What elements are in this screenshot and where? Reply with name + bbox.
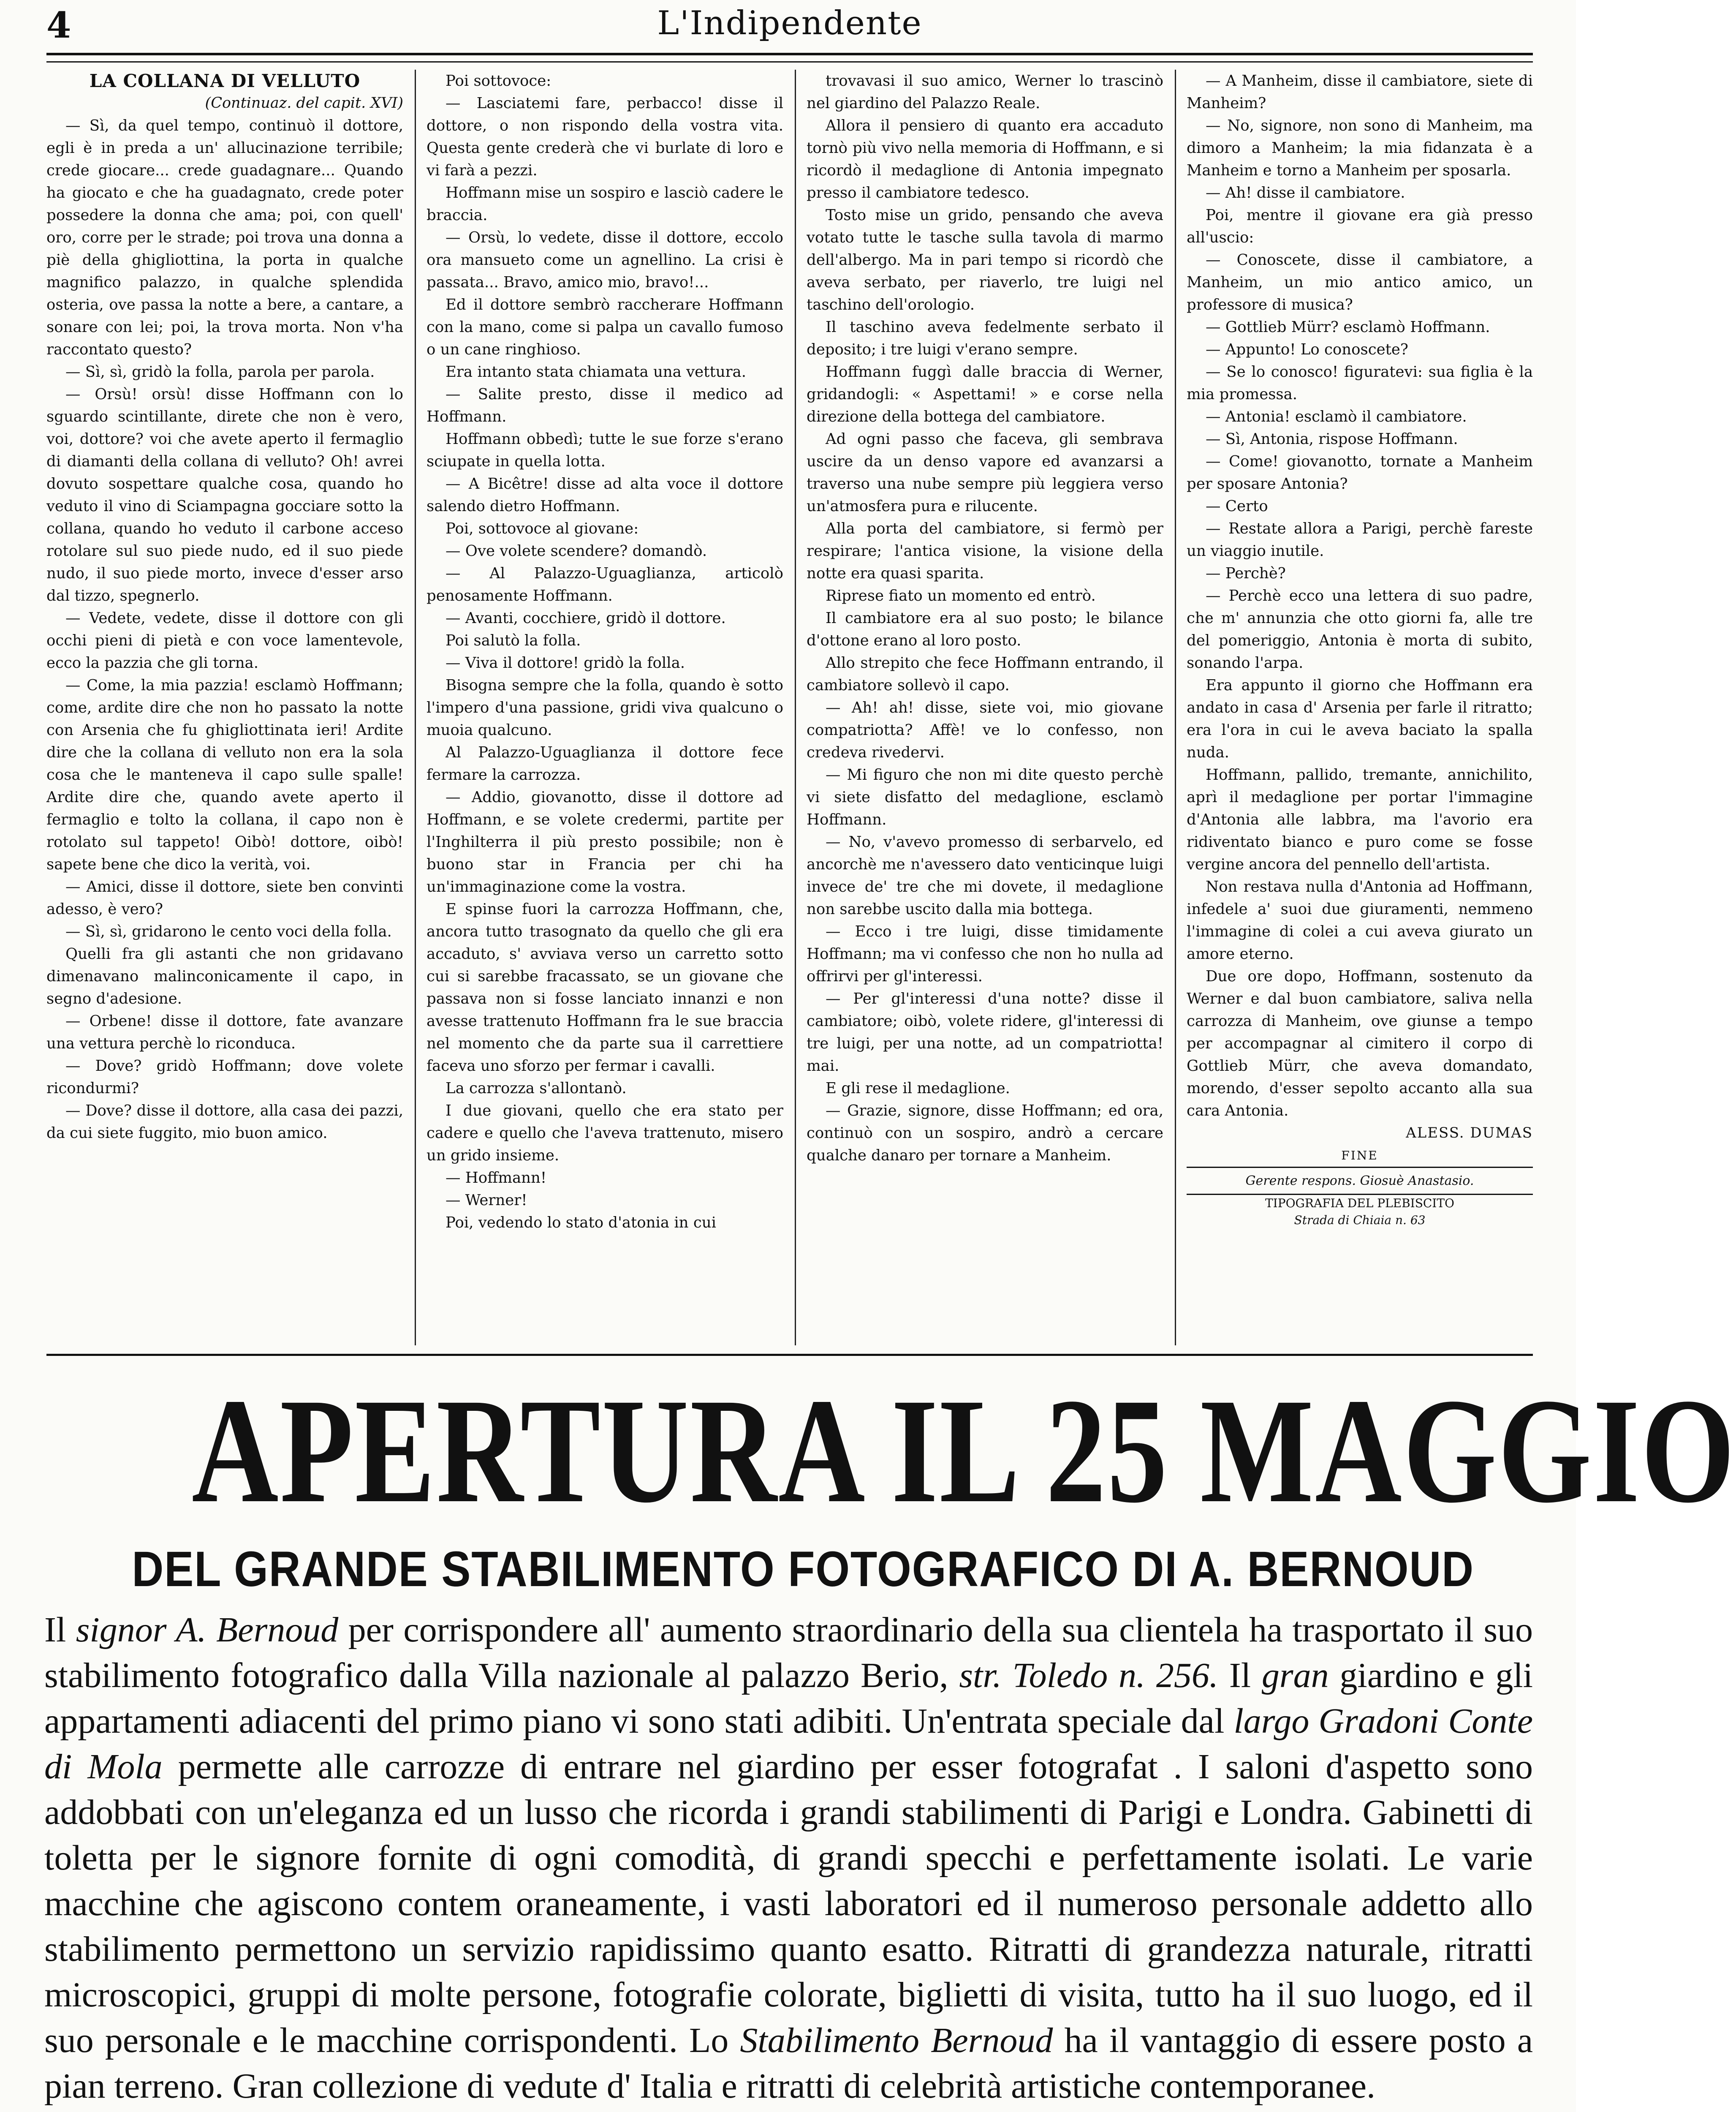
paragraph: — Hoffmann! [446,1169,547,1187]
paragraph: Hoffmann, pallido, tremante, annichilito, aprì il medaglione per portar l'immagine d'Antonia alle labbra, ma l'avorio era ridiventato bianco e puro come se fosse vergine ancora del pennello dell'artista. [1187,766,1533,873]
column-4 [1187,70,1533,1345]
paragraph: — Al Palazzo-Uguaglianza, articolò penosamente Hoffmann. [427,565,783,604]
ad-text-run: ha il vantaggio di essere posto a pian terreno. Gran collezione di vedute d' Italia e ritratti di celebrità artistiche contemporanee. [44,2021,1533,2106]
column-divider [415,70,416,1345]
ad-text-run: gran [1261,1656,1329,1695]
page-number: 4 [46,4,71,46]
paragraph: Il taschino aveva fedelmente serbato il deposito; i tre luigi v'erano sempre. [807,318,1163,358]
paragraph: Alla porta del cambiatore, si fermò per respirare; l'antica visione, la visione della notte era quasi sparita. [807,520,1163,582]
paragraph: Quelli fra gli astanti che non gridavano dimenavano malinconicamente il capo, in segno d'adesione. [46,945,403,1007]
ad-text-run: signor A. Bernoud [76,1610,339,1649]
paragraph: Hoffmann mise un sospiro e lasciò cadere le braccia. [427,184,783,224]
paragraph: Hoffmann obbedì; tutte le sue forze s'erano sciupate in quella lotta. [427,430,783,470]
paragraph: Hoffmann fuggì dalle braccia di Werner, gridandogli: « Aspettami! » e corse nella direzione della bottega del cambiatore. [807,363,1163,425]
paragraph: Allo strepito che fece Hoffmann entrando, il cambiatore sollevò il capo. [807,654,1163,694]
paragraph: E gli rese il medaglione. [826,1080,1010,1097]
paragraph: Poi, sottovoce al giovane: [446,520,639,537]
ad-text-run: giardino e gli appartamenti adiacenti del primo piano vi sono stati adibiti. Un'entrata speciale dal [44,1656,1533,1741]
ad-text-run: Il [44,1610,76,1649]
paragraph: — Se lo conosco! figuratevi: sua figlia è la mia promessa. [1187,363,1533,403]
section-rule [46,1354,1533,1356]
paragraph: — No, v'avevo promesso di serbarvelo, ed ancorchè me n'avessero dato venticinque luigi invece de' tre che mi dovete, il medaglione non sarebbe uscito dalla mia bottega. [807,833,1163,918]
paragraph: Poi sottovoce: [446,72,551,90]
paragraph: Due ore dopo, Hoffmann, sostenuto da Werner e dal buon cambiatore, saliva nella carrozza di Manheim, ove giunse a tempo per accompagnar al cimitero il corpo di Gottlieb Mürr, che aveva domandato, morendo, d'esser sepolto accanto alla sua cara Antonia. [1187,968,1533,1119]
paragraph: Riprese fiato un momento ed entrò. [826,587,1096,604]
column-2-text [427,70,783,1234]
paragraph: — Salite presto, disse il medico ad Hoffmann. [427,386,783,425]
paragraph: I due giovani, quello che era stato per cadere e quello che l'aveva trattenuto, misero un grido insieme. [427,1102,783,1164]
paragraph: — Perchè ecco una lettera di suo padre, che m' annunzia che otto giorni fa, alle tre del pomeriggio, Antonia è morta di subito, sonando l'arpa. [1187,587,1533,672]
paragraph: — Sì, Antonia, rispose Hoffmann. [1206,430,1458,448]
story-columns [46,70,1533,1345]
paragraph: Ad ogni passo che faceva, gli sembrava uscire da un denso vapore ed avanzarsi a traverso una nube sempre più leggiera verso un'atmosfera pura e rilucente. [807,430,1163,515]
paragraph: Poi, mentre il giovane era già presso all'uscio: [1187,207,1533,246]
paragraph: — Amici, disse il dottore, siete ben convinti adesso, è vero? [46,878,403,918]
ad-text-run: permette alle carrozze di entrare nel giardino per esser fotografat . I saloni d'aspetto sono addobbati con un'eleganza ed un lusso che ricorda i grandi stabilimenti di Parigi e Londra. Gabinetti di toletta per le signore fornite di ogni comodità, di grandi specchi e perfettamente isolati. Le varie macchine che agiscono contem oraneamente, i vasti laboratori ed il numeroso personale addetto allo stabilimento permettono un servizio rapidissimo quanto esatto. Ritratti di grandezza naturale, ritratti microscopici, gruppi di molte persone, fotografie colorate, biglietti di visita, tutto ha il suo luogo, ed il suo personale e le macchine corrispondenti. Lo [44,1747,1533,2060]
paragraph: Al Palazzo-Uguaglianza il dottore fece fermare la carrozza. [427,744,783,784]
printer-name: TIPOGRAFIA DEL PLEBISCITO [1265,1196,1454,1210]
paragraph: — Dove? gridò Hoffmann; dove volete ricondurmi? [46,1057,403,1097]
manager-text: Gerente respons. Giosuè Anastasio. [1245,1173,1474,1188]
paragraph: Tosto mise un grido, pensando che aveva votato tutte le tasche sulla tavola di marmo dell'albergo. Ma in pari tempo si ricordò che aveva serbato, per riaverlo, tre luigi nel taschino dell'orologio. [807,207,1163,313]
column-3 [807,70,1163,1345]
ad-subheadline: DEL GRANDE STABILIMENTO FOTOGRAFICO DI A. BERNOUD [132,1541,1474,1597]
paragraph: Ed il dottore sembrò raccherare Hoffmann con la mano, come si palpa un cavallo fumoso o un cane ringhioso. [427,296,783,358]
column-1 [46,70,403,1345]
story-title: LA COLLANA DI VELLUTO [89,71,361,91]
ad-headline: APERTURA IL 25 MAGGIO [192,1368,1736,1534]
paragraph: — Sì, sì, gridarono le cento voci della folla. [65,923,392,940]
ad-text-run: largo Gradoni Conte di Mola [44,1701,1533,1786]
paragraph: Non restava nulla d'Antonia ad Hoffmann, infedele a' suoi due giuramenti, nemmeno l'immagine di colei a cui aveva giurato un amore eterno. [1187,878,1533,963]
paragraph: — Restate allora a Parigi, perchè fareste un viaggio inutile. [1187,520,1533,560]
paragraph: — Orbene! disse il dottore, fate avanzare una vettura perchè lo riconduca. [46,1012,403,1052]
author-signature: ALESS. DUMAS [1406,1124,1533,1141]
paragraph: trovavasi il suo amico, Werner lo trascinò nel giardino del Palazzo Reale. [807,72,1163,112]
column-1-text [46,114,403,1144]
masthead: L'Indipendente [657,4,922,42]
paragraph: Bisogna sempre che la folla, quando è sotto l'impero d'una passione, gridi viva qualcuno o muoia qualcuno. [427,677,783,739]
paragraph: — Viva il dottore! gridò la folla. [446,654,685,672]
paragraph: — Ah! ah! disse, siete voi, mio giovane compatriotta? Affè! ve lo confesso, non credeva rivedervi. [807,699,1163,761]
ad-body [44,1607,1533,2109]
paragraph: Era intanto stata chiamata una vettura. [446,363,746,381]
column-divider [1175,70,1176,1345]
paragraph: — Orsù, lo vedete, disse il dottore, eccolo ora mansueto come un agnellino. La crisi è passata... Bravo, amico mio, bravo!... [427,229,783,291]
printer-address: Strada di Chiaia n. 63 [1294,1213,1426,1227]
paragraph: — Mi figuro che non mi dite questo perchè vi siete disfatto del medaglione, esclamò Hoffmann. [807,766,1163,828]
paragraph: — Sì, sì, gridò la folla, parola per parola. [65,363,375,381]
paragraph: Allora il pensiero di quanto era accaduto tornò più vivo nella memoria di Hoffmann, e si ricordò il medaglione di Antonia impegnato presso il cambiatore tedesco. [807,117,1163,201]
column-2 [427,70,783,1345]
paragraph: — Ah! disse il cambiatore. [1206,184,1405,201]
ad-text-run: str. Toledo n. 256. [959,1656,1218,1695]
paragraph: — Avanti, cocchiere, gridò il dottore. [446,610,726,627]
story-subtitle: (Continuaz. del capit. XVI) [205,95,403,112]
paragraph: La carrozza s'allontanò. [446,1080,627,1097]
paragraph: — Per gl'interessi d'una notte? disse il cambiatore; oibò, volete ridere, gl'interessi di tre luigi, per una notte, ad un compatriotta! mai. [807,990,1163,1075]
column-3-text [807,70,1163,1167]
paragraph: — A Bicêtre! disse ad alta voce il dottore salendo dietro Hoffmann. [427,475,783,515]
paragraph: — Come, la mia pazzia! esclamò Hoffmann; come, ardite dire che non ho passato la notte con Arsenia che fu ghigliottinata ieri! Ardite dire che la collana di velluto non era la sola cosa che le manteneva il capo sulle spalle! Ardite dire che, quando avete aperto il fermaglio e tolto la collana, il capo non è rotolato sul tappeto! Oibò! dottore, oibò! sapete bene che dico la verità, voi. [46,677,403,873]
paragraph: — Lasciatemi fare, perbacco! disse il dottore, o non rispondo della vostra vita. Questa gente crederà che vi burlate di loro e vi farà a pezzi. [427,95,783,179]
paragraph: — Antonia! esclamò il cambiatore. [1206,408,1467,425]
paragraph: — Come! giovanotto, tornate a Manheim per sposare Antonia? [1187,453,1533,493]
paragraph: — Ecco i tre luigi, disse timidamente Hoffmann; ma vi confesso che non ho nulla ad offrirvi per gl'interessi. [807,923,1163,985]
paragraph: Era appunto il giorno che Hoffmann era andato in casa d' Arsenia per farle il ritratto; era l'ora in cui le aveva baciato la spalla nuda. [1187,677,1533,761]
paragraph: — Dove? disse il dottore, alla casa dei pazzi, da cui siete fuggito, mio buon amico. [46,1102,403,1142]
printer-block [1187,1195,1533,1229]
paragraph: — Appunto! Lo conoscete? [1206,341,1408,358]
paragraph: Poi, vedendo lo stato d'atonia in cui [446,1214,716,1231]
paragraph: — Orsù! orsù! disse Hoffmann con lo sguardo scintillante, direte che non è vero, voi, dottore? voi che avete aperto il fermaglio di diamanti della collana di velluto? Oh! avrei dovuto sospettare qualche cosa, quando ho veduto il vino di Sciampagna gocciare sotto la collana, quando ho veduto il carbone acceso rotolare sul suo piede nudo, ed il suo piede nudo, il suo piede morto, invece d'esser arso dal tizzo, spegnerlo. [46,386,403,604]
paragraph: — Grazie, signore, disse Hoffmann; ed ora, continuò con un sospiro, andrò a cercare qualche danaro per tornare a Manheim. [807,1102,1163,1164]
paragraph: E spinse fuori la carrozza Hoffmann, che, ancora tutto trasognato da quello che gli era accaduto, s' avviava verso un carretto sotto cui si sarebbe fracassato, se un giovane che passava non si fosse lanciato innanzi e non avesse trattenuto Hoffmann fra le sue braccia nel momento che da parte sua il carrettiere faceva uno sforzo per fermar i cavalli. [427,901,783,1075]
header-rule [46,53,1533,63]
paragraph: Il cambiatore era al suo posto; le bilance d'ottone erano al loro posto. [807,610,1163,649]
column-divider [795,70,796,1345]
ad-text-run: Stabilimento Bernoud [740,2021,1053,2060]
paragraph: — Sì, da quel tempo, continuò il dottore, egli è in preda a un' allucinazione terribile; crede giocare... crede guadagnare... Quando ha giocato e che ha guadagnato, crede poter possedere la donna che ama; poi, con quell' oro, corre per le strade; poi trova una donna a piè della ghigliottina, la porta in qualche magnifico palazzo, in qualche splendida osteria, ove passa la notte a bere, a cantare, a sonare con lei; poi, la trova morta. Non v'ha raccontato questo? [46,117,403,358]
paragraph: — Conoscete, disse il cambiatore, a Manheim, un mio antico amico, un professore di musica? [1187,251,1533,313]
page-header [46,4,1533,51]
ad-text-run: per corrispondere all' aumento straordinario della sua clientela ha trasportato il suo stabilimento fotografico dalla Villa nazionale al palazzo Berio, [44,1610,1533,1695]
paragraph: — Certo [1206,498,1268,515]
manager-line [1187,1167,1533,1195]
paragraph: — Vedete, vedete, disse il dottore con gli occhi pieni di pietà e con voce lamentevole, ecco la pazzia che gli torna. [46,610,403,672]
column-4-text [1187,70,1533,1122]
paragraph: — No, signore, non sono di Manheim, ma dimoro a Manheim; la mia fidanzata è a Manheim e torno a Manheim per sposarla. [1187,117,1533,179]
paragraph: Poi salutò la folla. [446,632,581,649]
paragraph: — Addio, giovanotto, disse il dottore ad Hoffmann, e se volete credermi, partite per l'Inghilterra il più presto possibile; non è buono star in Francia per chi ha un'immaginazione come la vostra. [427,789,783,895]
paragraph: — A Manheim, disse il cambiatore, siete di Manheim? [1187,72,1533,112]
paragraph: — Perchè? [1206,565,1286,582]
end-mark: FINE [1341,1149,1378,1162]
ad-text-run: Il [1218,1656,1262,1695]
paragraph: — Gottlieb Mürr? esclamò Hoffmann. [1206,318,1490,336]
paragraph: — Werner! [446,1192,527,1209]
paragraph: — Ove volete scendere? domandò. [446,542,707,560]
